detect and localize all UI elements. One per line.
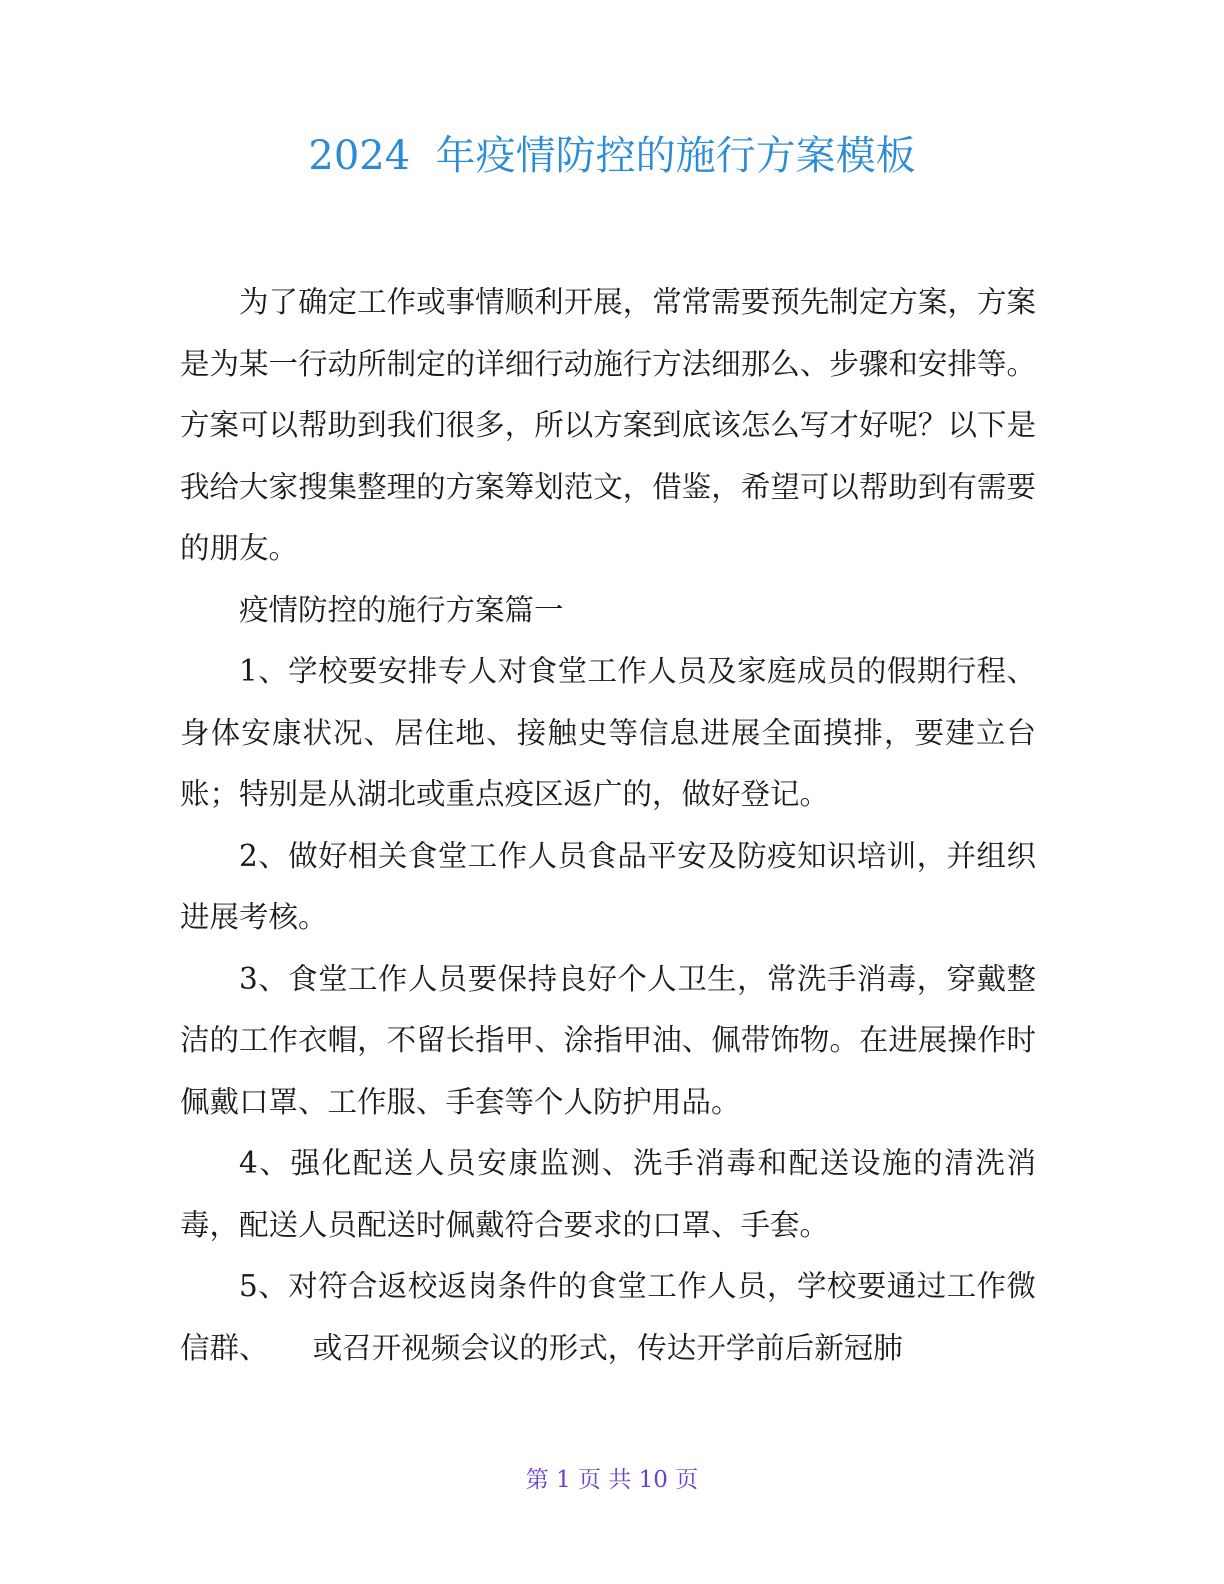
document-title: 2024 年疫情防控的施行方案模板 xyxy=(308,133,916,179)
paragraph-item-4: 4、强化配送人员安康监测、洗手消毒和配送设施的清洗消毒，配送人员配送时佩戴符合要求的口罩、手套。 xyxy=(180,1146,1036,1242)
document-body xyxy=(180,272,1036,1379)
paragraph-item-3: 3、食堂工作人员要保持良好个人卫生，常洗手消毒，穿戴整洁的工作衣帽，不留长指甲、涂指甲油、佩带饰物。在进展操作时佩戴口罩、工作服、手套等个人防护用品。 xyxy=(180,961,1036,1119)
paragraph-intro: 为了确定工作或事情顺利开展，常常需要预先制定方案，方案是为某一行动所制定的详细行动施行方法细那么、步骤和安排等。方案可以帮助到我们很多，所以方案到底该怎么写才好呢？以下是我给大家搜集整理的方案筹划范文，借鉴，希望可以帮助到有需要的朋友。 xyxy=(180,285,1036,565)
paragraph-item-2: 2、做好相关食堂工作人员食品平安及防疫知识培训，并组织进展考核。 xyxy=(180,838,1036,934)
paragraph-item-1: 1、学校要安排专人对食堂工作人员及家庭成员的假期行程、身体安康状况、居住地、接触史等信息进展全面摸排，要建立台账；特别是从湖北或重点疫区返广的，做好登记。 xyxy=(180,654,1036,811)
paragraph-item-5: 5、对符合返校返岗条件的食堂工作人员，学校要通过工作微信群、 或召开视频会议的形式，传达开学前后新冠肺 xyxy=(180,1269,1036,1365)
section-heading: 疫情防控的施行方案篇一 xyxy=(239,592,564,627)
page-number-footer: 第 1 页 共 10 页 xyxy=(525,1467,699,1493)
